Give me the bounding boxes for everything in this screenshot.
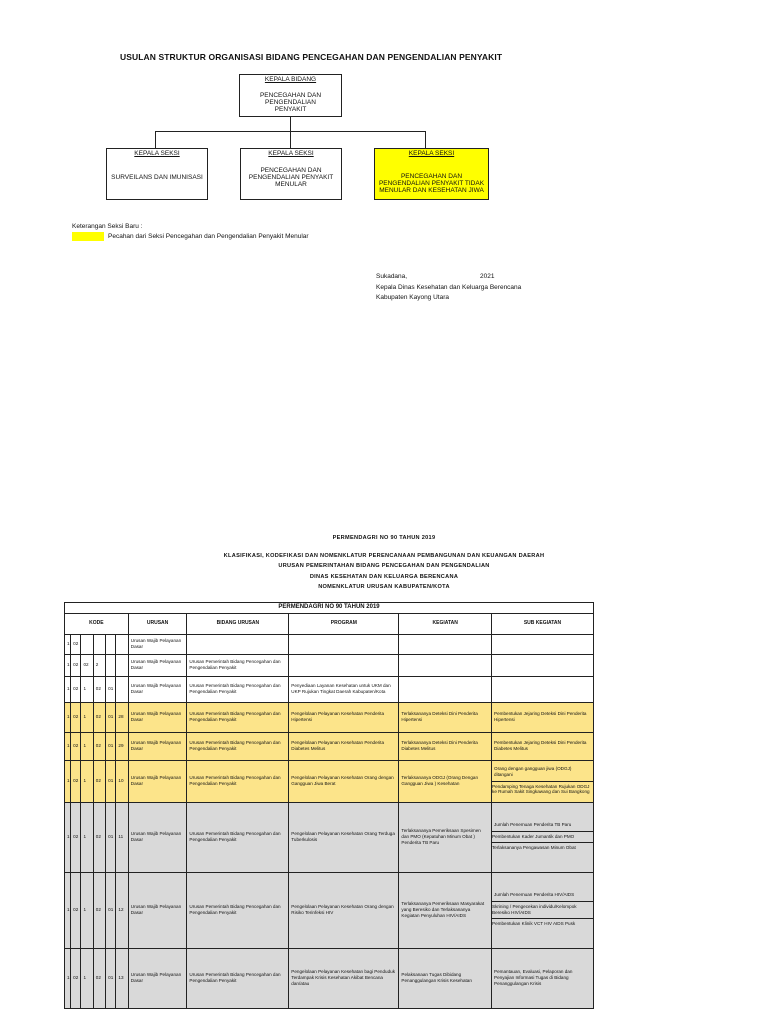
code-cell: 1 (65, 676, 71, 702)
sub-kegiatan-item: Pemantauan, Evaluasi, Pelaporan dan Penyajian Informasi Tugas di Bidang Penanggulangan Krisis (494, 969, 573, 986)
kegiatan-cell: Terlaksananya Deteksi Dini Penderita Hipertensi (399, 702, 492, 732)
sub-kegiatan-item: Pembentukan Jejaring Deteksi Dini Penderita Hipertensi (494, 711, 587, 722)
kegiatan-cell (399, 634, 492, 654)
code-cell: 02 (71, 702, 81, 732)
signature-year: 2021 (480, 273, 495, 280)
sub-kegiatan-cell (492, 732, 594, 760)
urusan-cell: Urusan Wajib Pelayanan Dasar (128, 732, 187, 760)
code-cell: 1 (81, 702, 93, 732)
org-head-label: KEPALA BIDANG (264, 76, 317, 83)
sub-kegiatan-cell (492, 948, 594, 1008)
table-row (65, 702, 594, 732)
org-section-label: KEPALA SEKSI (268, 150, 314, 157)
code-cell: 01 (106, 872, 116, 948)
kegiatan-cell: Terlaksananya Deteksi Dini Penderita Diabetes Melitus (399, 732, 492, 760)
code-cell: 02 (93, 948, 105, 1008)
doc-title: USULAN STRUKTUR ORGANISASI BIDANG PENCEGAHAN DAN PENGENDALIAN PENYAKIT (120, 52, 503, 62)
kegiatan-cell: Pelaksanaan Tugas Dibidang Penanggulangan Krisis Kesehatan (399, 948, 492, 1008)
table-row (65, 760, 594, 802)
bidang-cell: Urusan Pemerintah Bidang Pencegahan dan Pengendalian Penyakit (187, 676, 289, 702)
nomenclature-line4: NOMENKLATUR URUSAN KABUPATEN/KOTA (318, 584, 450, 590)
table-row (65, 872, 594, 948)
program-cell: Pengelolaan Pelayanan Kesehatan Penderita Hipertensi (289, 702, 399, 732)
col-bidang: BIDANG URUSAN (187, 613, 289, 634)
bidang-cell: Urusan Pemerintah Bidang Pencegahan dan Pengendalian Penyakit (187, 802, 289, 872)
kegiatan-cell: Terlaksananya Pemeriksaan Spesimen dan PMO (Kepatuhan Minum Obat ) Penderita TB Paru (399, 802, 492, 872)
sub-kegiatan-cell (492, 760, 594, 802)
col-kegiatan: KEGIATAN (399, 613, 492, 634)
urusan-cell: Urusan Wajib Pelayanan Dasar (128, 760, 187, 802)
code-cell: 1 (81, 872, 93, 948)
sub-kegiatan-item: Jumlah Penemuan Penderita HIV/AIDS (494, 892, 575, 898)
code-cell: 1 (65, 732, 71, 760)
table-row (65, 802, 594, 872)
code-cell: 02 (81, 654, 93, 676)
code-cell: 1 (81, 676, 93, 702)
kegiatan-cell: Terlaksananya Pemeriksaan Masyarakat yang Beresiko dan Terlaksananya Kegiatan Penyuluhan HIV/AIDS (399, 872, 492, 948)
bidang-cell: Urusan Pemerintah Bidang Pencegahan dan Pengendalian Penyakit (187, 702, 289, 732)
bidang-cell: Urusan Pemerintah Bidang Pencegahan dan Pengendalian Penyakit (187, 948, 289, 1008)
code-cell: 28 (116, 702, 128, 732)
code-cell: 1 (65, 702, 71, 732)
sub-kegiatan-cell (492, 676, 594, 702)
program-cell: Pengelolaan Pelayanan Kesehatan Penderita Diabetes Melitus (289, 732, 399, 760)
code-cell: 02 (93, 702, 105, 732)
org-head-unit: PENCEGAHAN DAN PENGENDALIAN PENYAKIT (259, 92, 322, 113)
code-cell (81, 634, 93, 654)
code-cell: 29 (116, 732, 128, 760)
urusan-cell: Urusan Wajib Pelayanan Dasar (128, 702, 187, 732)
code-cell: 02 (71, 760, 81, 802)
code-cell: 02 (93, 676, 105, 702)
code-cell: 02 (93, 732, 105, 760)
code-cell: 02 (93, 760, 105, 802)
sub-kegiatan-item: Jumlah Penemuan Penderita TB Paru (494, 821, 572, 827)
bidang-cell: Urusan Pemerintah Bidang Pencegahan dan Pengendalian Penyakit (187, 654, 289, 676)
code-cell: 01 (106, 702, 116, 732)
signature-place: Sukadana, (376, 273, 408, 280)
col-sub: SUB KEGIATAN (492, 613, 594, 634)
code-cell (106, 634, 116, 654)
code-cell: 2 (93, 654, 105, 676)
table-row (65, 948, 594, 1008)
code-cell: 11 (116, 802, 128, 872)
code-cell: 02 (71, 948, 81, 1008)
program-cell: Pengelolaan Pelayanan Kesehatan bagi Penduduk Terdampak Krisis Kesehatan Akibat Bencana dan/atau (289, 948, 399, 1008)
code-cell: 1 (65, 760, 71, 802)
connector (155, 131, 156, 148)
code-cell (116, 676, 128, 702)
table-row (65, 634, 594, 654)
code-cell: 02 (71, 634, 81, 654)
urusan-cell: Urusan Wajib Pelayanan Dasar (128, 802, 187, 872)
signature-region: Kabupaten Kayong Utara (376, 294, 449, 301)
kegiatan-cell (399, 654, 492, 676)
sub-kegiatan-item: Pembentukan Kader Jumantik dan PMO (492, 831, 593, 842)
org-section-box-2 (240, 148, 342, 200)
connector (290, 117, 291, 131)
sub-kegiatan-cell (492, 872, 594, 948)
code-cell: 01 (106, 948, 116, 1008)
urusan-cell: Urusan Wajib Pelayanan Dasar (128, 676, 187, 702)
connector (290, 131, 291, 148)
code-cell: 1 (81, 802, 93, 872)
code-cell: 01 (106, 760, 116, 802)
table-row (65, 732, 594, 760)
code-cell: 02 (71, 654, 81, 676)
sub-kegiatan-cell (492, 634, 594, 654)
legend-title: Keterangan Seksi Baru : (72, 223, 143, 230)
org-section-label: KEPALA SEKSI (408, 150, 455, 157)
org-section-box-3 (374, 148, 489, 200)
program-cell: Pengelolaan Pelayanan Kesehatan Orang dengan Gangguan Jiwa Berat (289, 760, 399, 802)
code-cell: 02 (71, 676, 81, 702)
code-cell: 02 (71, 802, 81, 872)
org-head-box (239, 74, 342, 117)
signature-position: Kepala Dinas Kesehatan dan Keluarga Berencana (376, 284, 522, 291)
code-cell: 1 (65, 948, 71, 1008)
table-row (65, 676, 594, 702)
code-cell: 01 (106, 676, 116, 702)
code-cell: 10 (116, 760, 128, 802)
bidang-cell (187, 634, 289, 654)
legend-swatch (72, 232, 104, 241)
bidang-cell: Urusan Pemerintah Bidang Pencegahan dan Pengendalian Penyakit (187, 760, 289, 802)
org-section-unit: SURVEILANS DAN IMUNISASI (111, 174, 203, 181)
code-cell: 02 (93, 872, 105, 948)
code-cell: 1 (65, 872, 71, 948)
col-urusan: URUSAN (128, 613, 187, 634)
code-cell: 12 (116, 872, 128, 948)
org-section-unit: PENCEGAHAN DAN PENGENDALIAN PENYAKIT MENULAR (248, 167, 334, 188)
connector (425, 131, 426, 148)
col-kode: KODE (65, 613, 129, 634)
code-cell: 1 (81, 732, 93, 760)
urusan-cell: Urusan Wajib Pelayanan Dasar (128, 872, 187, 948)
urusan-cell: Urusan Wajib Pelayanan Dasar (128, 634, 187, 654)
code-cell: 1 (81, 948, 93, 1008)
program-cell (289, 654, 399, 676)
code-cell (106, 654, 116, 676)
code-cell: 01 (106, 802, 116, 872)
org-section-box-1 (106, 148, 208, 200)
nomenclature-line2: URUSAN PEMERINTAHAN BIDANG PENCEGAHAN DAN PENGENDALIAN (278, 563, 490, 569)
col-program: PROGRAM (289, 613, 399, 634)
program-cell: Pengelolaan Pelayanan Kesehatan Orang Terduga Tuberkulosis (289, 802, 399, 872)
kegiatan-cell (399, 676, 492, 702)
legend-text: Pecahan dari Seksi Pencegahan dan Pengendalian Penyakit Menular (108, 233, 309, 240)
code-cell: 02 (71, 732, 81, 760)
code-cell: 1 (81, 760, 93, 802)
code-cell (116, 654, 128, 676)
code-cell (116, 634, 128, 654)
sub-kegiatan-item: Pembentukan Jejaring Deteksi Dini Penderita Diabetes Melitus (494, 740, 587, 751)
sub-kegiatan-item: Skrining / Pengecekan individu/Kelompok Beresiko HIV/AIDS (492, 901, 593, 917)
sub-kegiatan-cell (492, 802, 594, 872)
code-cell: 1 (65, 802, 71, 872)
sub-kegiatan-item: Pendamping Tenaga Kesehatan Rujukan ODGJ ke Rumah Sakit Singkawang dan Sui Bangkong (492, 781, 593, 797)
org-section-label: KEPALA SEKSI (134, 150, 180, 157)
code-cell: 1 (65, 654, 71, 676)
nomenclature-table (64, 602, 594, 1009)
nomenclature-reg: PERMENDAGRI NO 90 TAHUN 2019 (332, 535, 436, 541)
code-cell: 13 (116, 948, 128, 1008)
kegiatan-cell: Terlaksananya ODGJ (Orang Dengan Gangguan Jiwa ) Kesehatan (399, 760, 492, 802)
program-cell: Pengelolaan Pelayanan Kesehatan Orang dengan Risiko Terinfeksi HIV (289, 872, 399, 948)
sub-kegiatan-item: Pembentukan Klinik VCT HIV AIDS Pusk (492, 918, 593, 929)
sub-kegiatan-cell (492, 702, 594, 732)
code-cell (93, 634, 105, 654)
sub-kegiatan-cell (492, 654, 594, 676)
sub-kegiatan-item: Orang dengan gangguan jiwa (ODGJ) ditangani (494, 766, 572, 777)
bidang-cell: Urusan Pemerintah Bidang Pencegahan dan Pengendalian Penyakit (187, 732, 289, 760)
urusan-cell: Urusan Wajib Pelayanan Dasar (128, 654, 187, 676)
nomenclature-line3: DINAS KESEHATAN DAN KELUARGA BERENCANA (309, 574, 459, 580)
code-cell: 1 (65, 634, 71, 654)
code-cell: 01 (106, 732, 116, 760)
table-row (65, 654, 594, 676)
table-title: PERMENDAGRI NO 90 TAHUN 2019 (65, 603, 594, 614)
code-cell: 02 (93, 802, 105, 872)
urusan-cell: Urusan Wajib Pelayanan Dasar (128, 948, 187, 1008)
code-cell: 02 (71, 872, 81, 948)
org-section-unit: PENCEGAHAN DAN PENGENDALIAN PENYAKIT TIDAK MENULAR DAN KESEHATAN JIWA (378, 173, 485, 194)
bidang-cell: Urusan Pemerintah Bidang Pencegahan dan Pengendalian Penyakit (187, 872, 289, 948)
sub-kegiatan-item: Terlaksananya Pengawasan Minum Obat (492, 842, 593, 853)
program-cell (289, 634, 399, 654)
program-cell: Penyediaan Layanan Kesehatan untuk UKM dan UKP Rujukan Tingkat Daerah Kabupaten/Kota (289, 676, 399, 702)
nomenclature-line1: KLASIFIKASI, KODEFIKASI DAN NOMENKLATUR PERENCANAAN PEMBANGUNAN DAN KEUANGAN DAERAH (223, 553, 545, 559)
